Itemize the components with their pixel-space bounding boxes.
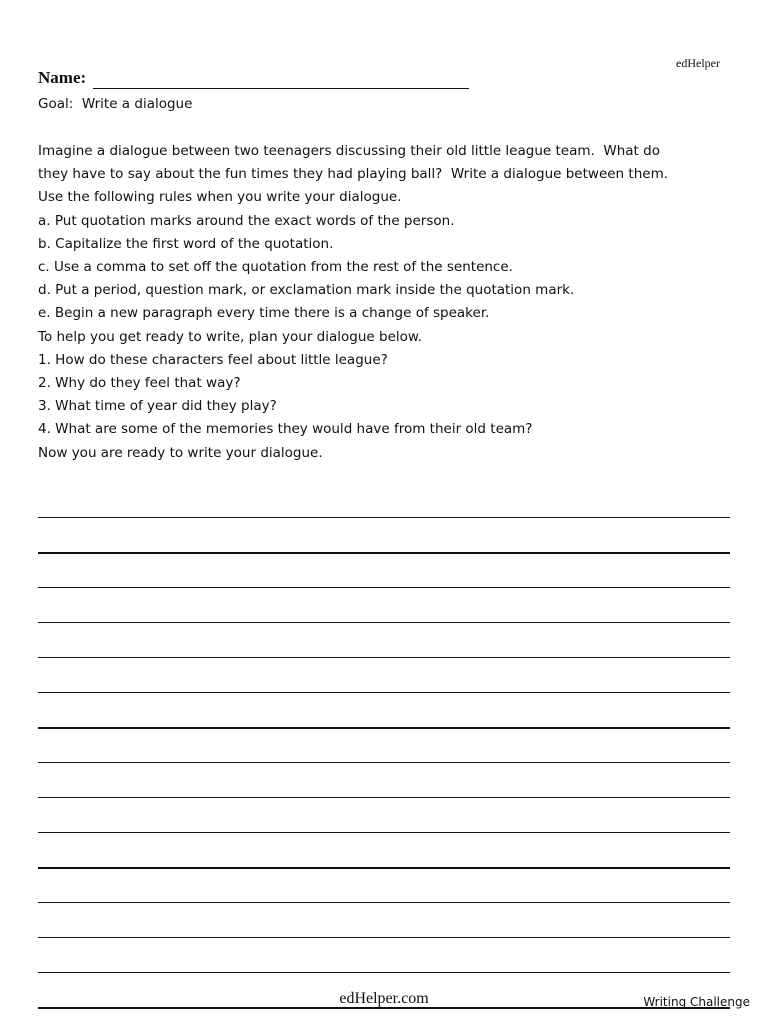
writing-line[interactable] (38, 797, 730, 832)
rule-item: a. Put quotation marks around the exact words of the person. (38, 212, 455, 229)
rules-intro: Use the following rules when you write your dialogue. (38, 189, 402, 206)
intro-line: they have to say about the fun times they had playing ball? Write a dialogue between them. (38, 166, 669, 183)
writing-line[interactable] (38, 517, 730, 552)
goal-text: Goal: Write a dialogue (38, 96, 193, 112)
writing-area[interactable] (38, 517, 730, 1009)
writing-line[interactable] (38, 657, 730, 692)
plan-intro: To help you get ready to write, plan your dialogue below. (38, 328, 422, 345)
question-item: 1. How do these characters feel about little league? (38, 351, 388, 368)
question-item: 3. What time of year did they play? (38, 398, 277, 415)
writing-line[interactable] (38, 727, 730, 762)
writing-line[interactable] (38, 902, 730, 937)
footer-site: edHelper.com (339, 990, 429, 1007)
writing-line[interactable] (38, 867, 730, 902)
brand-header: edHelper (676, 56, 720, 70)
writing-line[interactable] (38, 587, 730, 622)
writing-line[interactable] (38, 937, 730, 972)
intro-line: Imagine a dialogue between two teenagers discussing their old little league team. What do (38, 143, 660, 159)
rule-item: c. Use a comma to set off the quotation from the rest of the sentence. (38, 259, 513, 276)
writing-line[interactable] (38, 692, 730, 727)
name-label: Name: (38, 68, 87, 87)
question-item: 4. What are some of the memories they would have from their old team? (38, 421, 533, 438)
writing-line[interactable] (38, 552, 730, 587)
name-row (38, 67, 469, 89)
writing-line[interactable] (38, 832, 730, 867)
rule-item: d. Put a period, question mark, or exclamation mark inside the quotation mark. (38, 282, 575, 299)
footer-label: Writing Challenge (643, 995, 750, 1009)
closing-line: Now you are ready to write your dialogue. (38, 444, 323, 461)
rule-item: e. Begin a new paragraph every time there is a change of speaker. (38, 305, 490, 322)
writing-line[interactable] (38, 622, 730, 657)
question-item: 2. Why do they feel that way? (38, 375, 241, 392)
instructions-block (38, 140, 738, 465)
name-blank-line[interactable] (93, 72, 469, 89)
writing-line[interactable] (38, 762, 730, 797)
rule-item: b. Capitalize the first word of the quotation. (38, 235, 334, 252)
